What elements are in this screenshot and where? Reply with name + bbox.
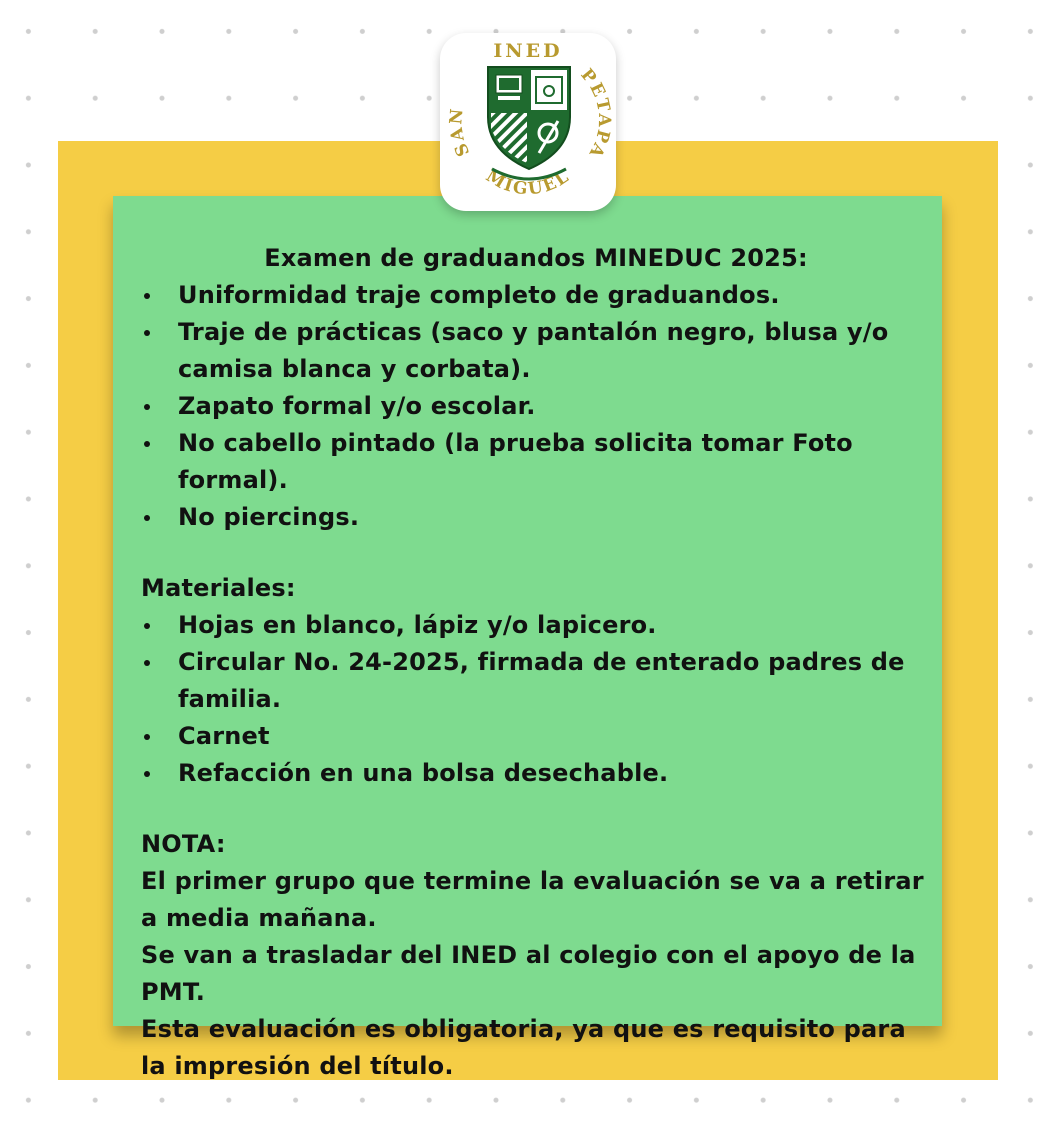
- list-item: No piercings.: [141, 499, 931, 536]
- list-item: Refacción en una bolsa desechable.: [141, 755, 931, 792]
- logo-top-text: INED: [493, 40, 563, 62]
- materials-list: [141, 607, 931, 792]
- logo-arc-text-right: PETAPA: [576, 65, 615, 163]
- note-line: Esta evaluación es obligatoria, ya que es requisito para la impresión del título.: [141, 1015, 906, 1080]
- list-item: No cabello pintado (la prueba solicita tomar Foto formal).: [141, 425, 931, 499]
- svg-text:PETAPA: [576, 65, 614, 162]
- exam-heading: Examen de graduandos MINEDUC 2025:: [264, 244, 808, 272]
- spacer: [141, 792, 931, 826]
- list-item: Circular No. 24-2025, firmada de enterado padres de familia.: [141, 644, 931, 718]
- exam-requirements-list: [141, 277, 931, 536]
- announcement-content: [141, 240, 931, 1085]
- materials-heading: Materiales:: [141, 574, 296, 602]
- note-heading: NOTA:: [141, 830, 226, 858]
- note-line: El primer grupo que termine la evaluación se va a retirar a media mañana.: [141, 867, 924, 932]
- list-item: Zapato formal y/o escolar.: [141, 388, 931, 425]
- school-crest-icon: [440, 33, 616, 211]
- svg-text:SAN: [446, 106, 474, 159]
- list-item: Hojas en blanco, lápiz y/o lapicero.: [141, 607, 931, 644]
- list-item: Carnet: [141, 718, 931, 755]
- list-item: Uniformidad traje completo de graduandos.: [141, 277, 931, 314]
- note-line: Se van a trasladar del INED al colegio con el apoyo de la PMT.: [141, 941, 916, 1006]
- logo-arc-text-left: SAN: [446, 106, 475, 160]
- school-logo: [440, 33, 616, 211]
- list-item: Traje de prácticas (saco y pantalón negro, blusa y/o camisa blanca y corbata).: [141, 314, 931, 388]
- spacer: [141, 536, 931, 570]
- logo-arc-text-bottom: MIGUEL: [482, 166, 574, 200]
